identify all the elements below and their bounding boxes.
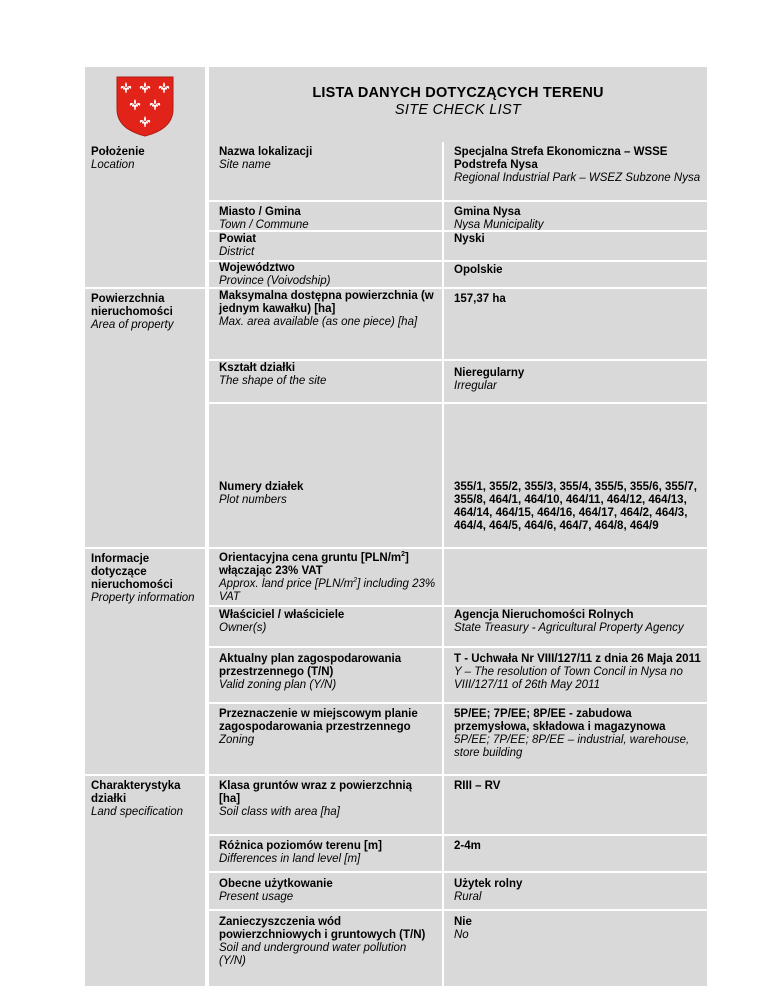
- title-english: SITE CHECK LIST: [394, 102, 522, 118]
- value-present-usage: Użytek rolny Rural: [444, 873, 707, 909]
- label-plot-numbers: Numery działek Plot numbers: [209, 404, 442, 547]
- category-land-continuation: [85, 911, 205, 986]
- label-zoning-plan: Aktualny plan zagospodarowania przestrzennego (T/N) Valid zoning plan (Y/N): [209, 648, 442, 702]
- label-town: Miasto / Gmina Town / Commune: [209, 202, 442, 230]
- value-max-area: 157,37 ha: [444, 289, 707, 359]
- title-polish: LISTA DANYCH DOTYCZĄCYCH TERENU: [312, 85, 604, 101]
- label-max-area: Maksymalna dostępna powierzchnia (w jednym kawałku) [ha] Max. area available (as one piece) [ha]: [209, 289, 442, 359]
- category-land: Charakterystyka działki Land specification: [85, 776, 205, 917]
- document-title: [209, 67, 707, 142]
- label-shape: Kształt działki The shape of the site: [209, 361, 442, 402]
- value-zoning-plan: T - Uchwała Nr VIII/127/11 z dnia 26 Maja 2011 Y – The resolution of Town Concil in Nysa no VIII/127/11 of 26th May 2011: [444, 648, 707, 702]
- value-district: Nyski: [444, 232, 707, 260]
- label-present-usage: Obecne użytkowanie Present usage: [209, 873, 442, 909]
- value-shape: Nieregularny Irregular: [444, 361, 707, 402]
- label-site-name: Nazwa lokalizacji Site name: [209, 142, 442, 200]
- value-site-name: Specjalna Strefa Ekonomiczna – WSSE Podstrefa Nysa Regional Industrial Park – WSEZ Subzone Nysa: [444, 142, 707, 200]
- value-plot-numbers: 355/1, 355/2, 355/3, 355/4, 355/5, 355/6, 355/7, 355/8, 464/1, 464/10, 464/11, 464/12, 464/13, 464/14, 464/15, 464/16, 464/17, 464/2, 464/3, 464/4, 464/5, 464/6, 464/7, 464/8, 464/9: [444, 404, 707, 547]
- value-owner: Agencja Nieruchomości Rolnych State Treasury - Agricultural Property Agency: [444, 607, 707, 646]
- label-zoning: Przeznaczenie w miejscowym planie zagospodarowania przestrzennego Zoning: [209, 704, 442, 774]
- category-info: Informacje dotyczące nieruchomości Property information: [85, 549, 205, 774]
- label-province: Województwo Province (Voivodship): [209, 262, 442, 287]
- label-level-difference: Różnica poziomów terenu [m] Differences in land level [m]: [209, 836, 442, 871]
- document-header: [85, 67, 707, 142]
- value-zoning: 5P/EE; 7P/EE; 8P/EE - zabudowa przemysłowa, składowa i magazynowa 5P/EE; 7P/EE; 8P/EE – industrial, warehouse, store building: [444, 704, 707, 774]
- value-province: Opolskie: [444, 262, 707, 287]
- category-area: Powierzchnia nieruchomości Area of property: [85, 289, 205, 547]
- value-soil-class: RIII – RV: [444, 776, 707, 834]
- value-pollution: Nie No: [444, 911, 707, 986]
- category-location: Położenie Location: [85, 142, 205, 287]
- value-land-price: [444, 549, 707, 605]
- label-district: Powiat District: [209, 232, 442, 260]
- value-town: Gmina Nysa Nysa Municipality: [444, 202, 707, 230]
- site-check-list-document: [85, 67, 707, 967]
- label-land-price: Orientacyjna cena gruntu $[PLN/m^2]$ włączając 23% VAT Approx. land price $[PLN/m^2]$ including 23% VAT: [209, 549, 442, 605]
- coat-of-arms-icon: [114, 75, 176, 137]
- label-owner: Właściciel / właściciele Owner(s): [209, 607, 442, 646]
- label-pollution: Zanieczyszczenia wód powierzchniowych i gruntowych (T/N) Soil and underground water pollution (Y/N): [209, 911, 442, 986]
- data-table: [85, 142, 707, 967]
- label-soil-class: Klasa gruntów wraz z powierzchnią [ha] Soil class with area [ha]: [209, 776, 442, 834]
- value-level-difference: 2-4m: [444, 836, 707, 871]
- coat-of-arms-cell: [85, 67, 205, 142]
